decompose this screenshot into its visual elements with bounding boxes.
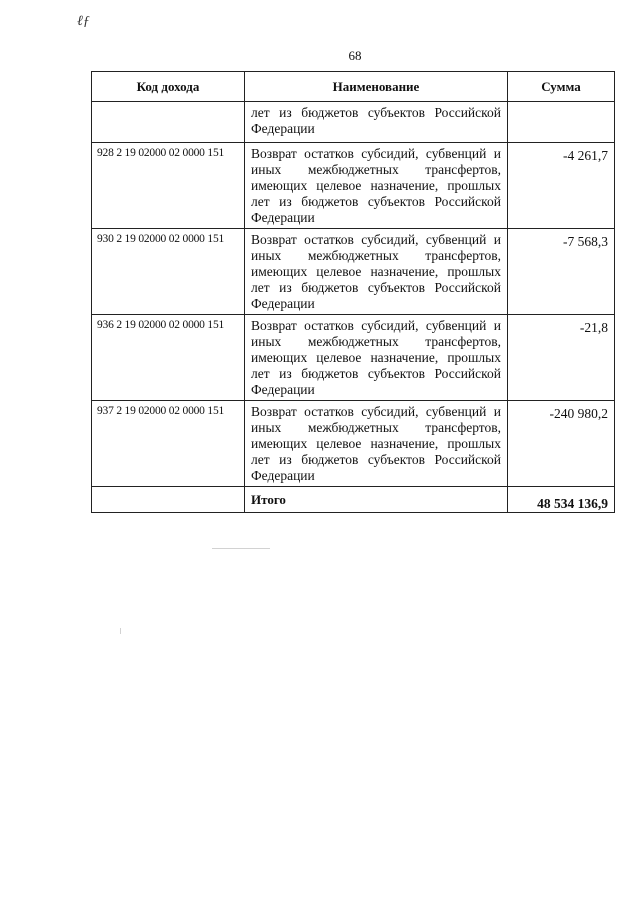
total-code-empty [92, 487, 245, 513]
header-code: Код дохода [92, 72, 245, 102]
income-sum [508, 102, 615, 143]
income-sum: -4 261,7 [508, 143, 615, 229]
total-row [92, 487, 615, 513]
total-label: Итого [245, 487, 508, 513]
scan-artifact [120, 628, 121, 634]
table-row [92, 143, 615, 229]
income-code [92, 102, 245, 143]
scan-artifact [212, 548, 270, 549]
income-name: Возврат остатков субсидий, субвенций и иных межбюджетных трансфертов, имеющих целевое назначение, прошлых лет из бюджетов субъектов Российской Федерации [245, 315, 508, 401]
income-sum: -7 568,3 [508, 229, 615, 315]
income-code: 937 2 19 02000 02 0000 151 [92, 401, 245, 487]
header-name: Наименование [245, 72, 508, 102]
table-row [92, 315, 615, 401]
income-name: Возврат остатков субсидий, субвенций и иных межбюджетных трансфертов, имеющих целевое назначение, прошлых лет из бюджетов субъектов Российской Федерации [245, 401, 508, 487]
table-row [92, 102, 615, 143]
income-name: лет из бюджетов субъектов Российской Федерации [245, 102, 508, 143]
income-code: 936 2 19 02000 02 0000 151 [92, 315, 245, 401]
table-row [92, 229, 615, 315]
income-code: 928 2 19 02000 02 0000 151 [92, 143, 245, 229]
income-name: Возврат остатков субсидий, субвенций и иных межбюджетных трансфертов, имеющих целевое назначение, прошлых лет из бюджетов субъектов Российской Федерации [245, 229, 508, 315]
total-sum: 48 534 136,9 [508, 487, 615, 513]
handwritten-mark: ℓƒ [77, 14, 90, 29]
table-row [92, 401, 615, 487]
header-sum: Сумма [508, 72, 615, 102]
income-sum: -21,8 [508, 315, 615, 401]
income-name: Возврат остатков субсидий, субвенций и иных межбюджетных трансфертов, имеющих целевое назначение, прошлых лет из бюджетов субъектов Российской Федерации [245, 143, 508, 229]
page-number: 68 [348, 48, 362, 63]
income-sum: -240 980,2 [508, 401, 615, 487]
income-code: 930 2 19 02000 02 0000 151 [92, 229, 245, 315]
table-header-row [92, 72, 615, 102]
income-table [91, 71, 615, 513]
